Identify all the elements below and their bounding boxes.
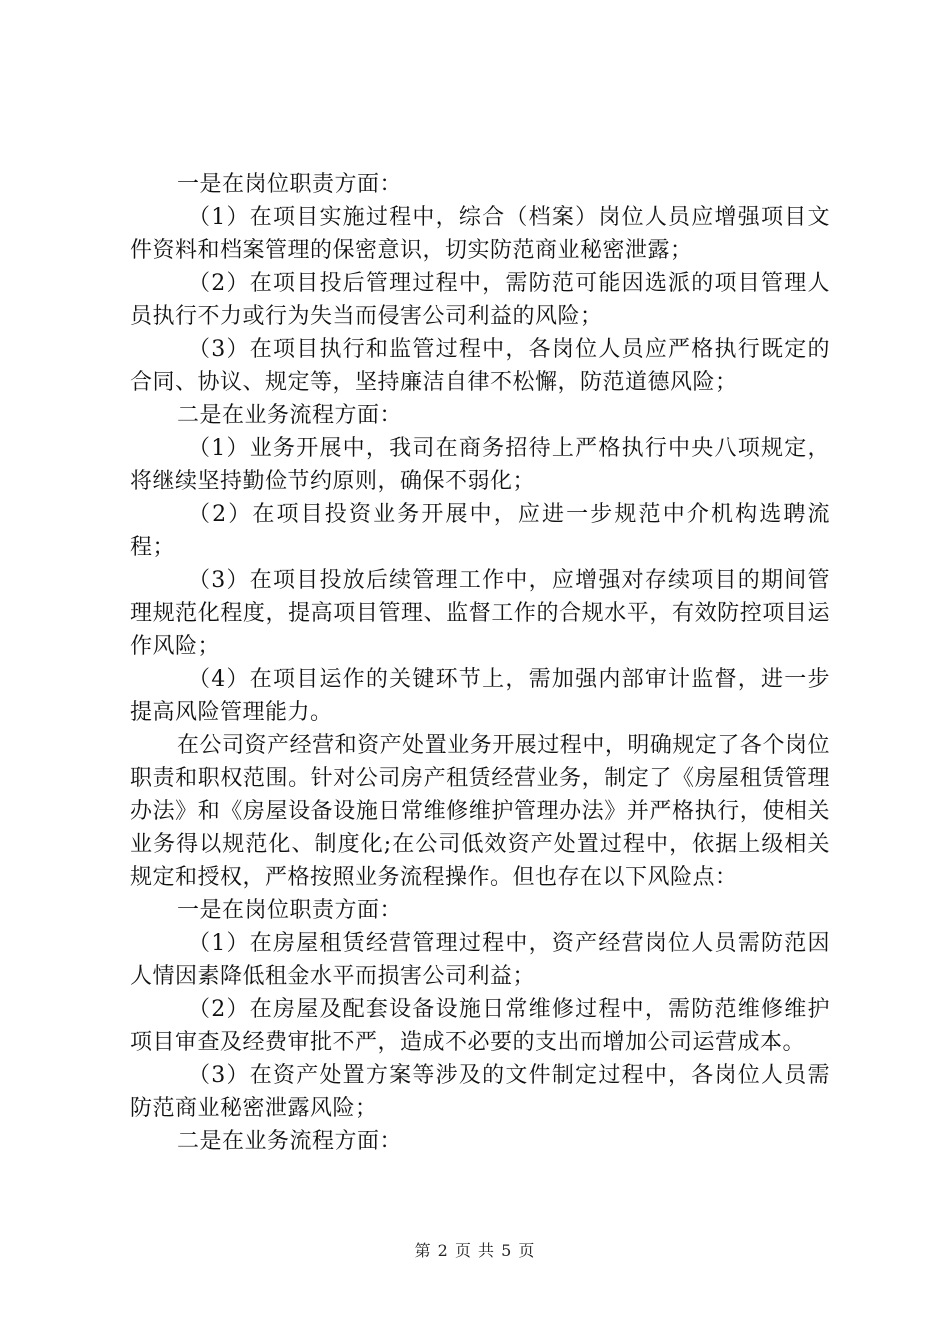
document-body bbox=[130, 168, 830, 1158]
paragraph: （4）在项目运作的关键环节上，需加强内部审计监督，进一步提高风险管理能力。 bbox=[130, 667, 830, 725]
paragraph: （1）在房屋租赁经营管理过程中，资产经营岗位人员需防范因人情因素降低租金水平而损害公司利益； bbox=[130, 931, 830, 989]
section-heading-job-duties: 一是在岗位职责方面： bbox=[177, 172, 403, 197]
page-number-footer: 第 2 页 共 5 页 bbox=[414, 1241, 536, 1260]
paragraph: （3）在项目执行和监管过程中，各岗位人员应严格执行既定的合同、协议、规定等，坚持廉洁自律不松懈，防范道德风险； bbox=[130, 337, 830, 395]
section-heading-business-process: 二是在业务流程方面： bbox=[177, 1129, 403, 1154]
paragraph: （2）在房屋及配套设备设施日常维修过程中，需防范维修维护项目审查及经费审批不严，造成不必要的支出而增加公司运营成本。 bbox=[130, 997, 830, 1055]
section-heading-job-duties: 一是在岗位职责方面： bbox=[177, 898, 403, 923]
paragraph: （3）在资产处置方案等涉及的文件制定过程中，各岗位人员需防范商业秘密泄露风险； bbox=[130, 1063, 830, 1121]
paragraph: （3）在项目投放后续管理工作中，应增强对存续项目的期间管理规范化程度，提高项目管理、监督工作的合规水平，有效防控项目运作风险； bbox=[130, 568, 830, 659]
paragraph: 在公司资产经营和资产处置业务开展过程中，明确规定了各个岗位职责和职权范围。针对公司房产租赁经营业务，制定了《房屋租赁管理办法》和《房屋设备设施日常维修维护管理办法》并严格执行，使相关业务得以规范化、制度化;在公司低效资产处置过程中，依据上级相关规定和授权，严格按照业务流程操作。但也存在以下风险点： bbox=[130, 733, 830, 890]
paragraph: （1）业务开展中，我司在商务招待上严格执行中央八项规定，将继续坚持勤俭节约原则，确保不弱化； bbox=[130, 436, 830, 494]
paragraph: （1）在项目实施过程中，综合（档案）岗位人员应增强项目文件资料和档案管理的保密意识，切实防范商业秘密泄露； bbox=[130, 205, 830, 263]
paragraph: （2）在项目投资业务开展中，应进一步规范中介机构选聘流程； bbox=[130, 502, 830, 560]
paragraph: （2）在项目投后管理过程中，需防范可能因选派的项目管理人员执行不力或行为失当而侵害公司利益的风险； bbox=[130, 271, 830, 329]
section-heading-business-process: 二是在业务流程方面： bbox=[177, 403, 403, 428]
